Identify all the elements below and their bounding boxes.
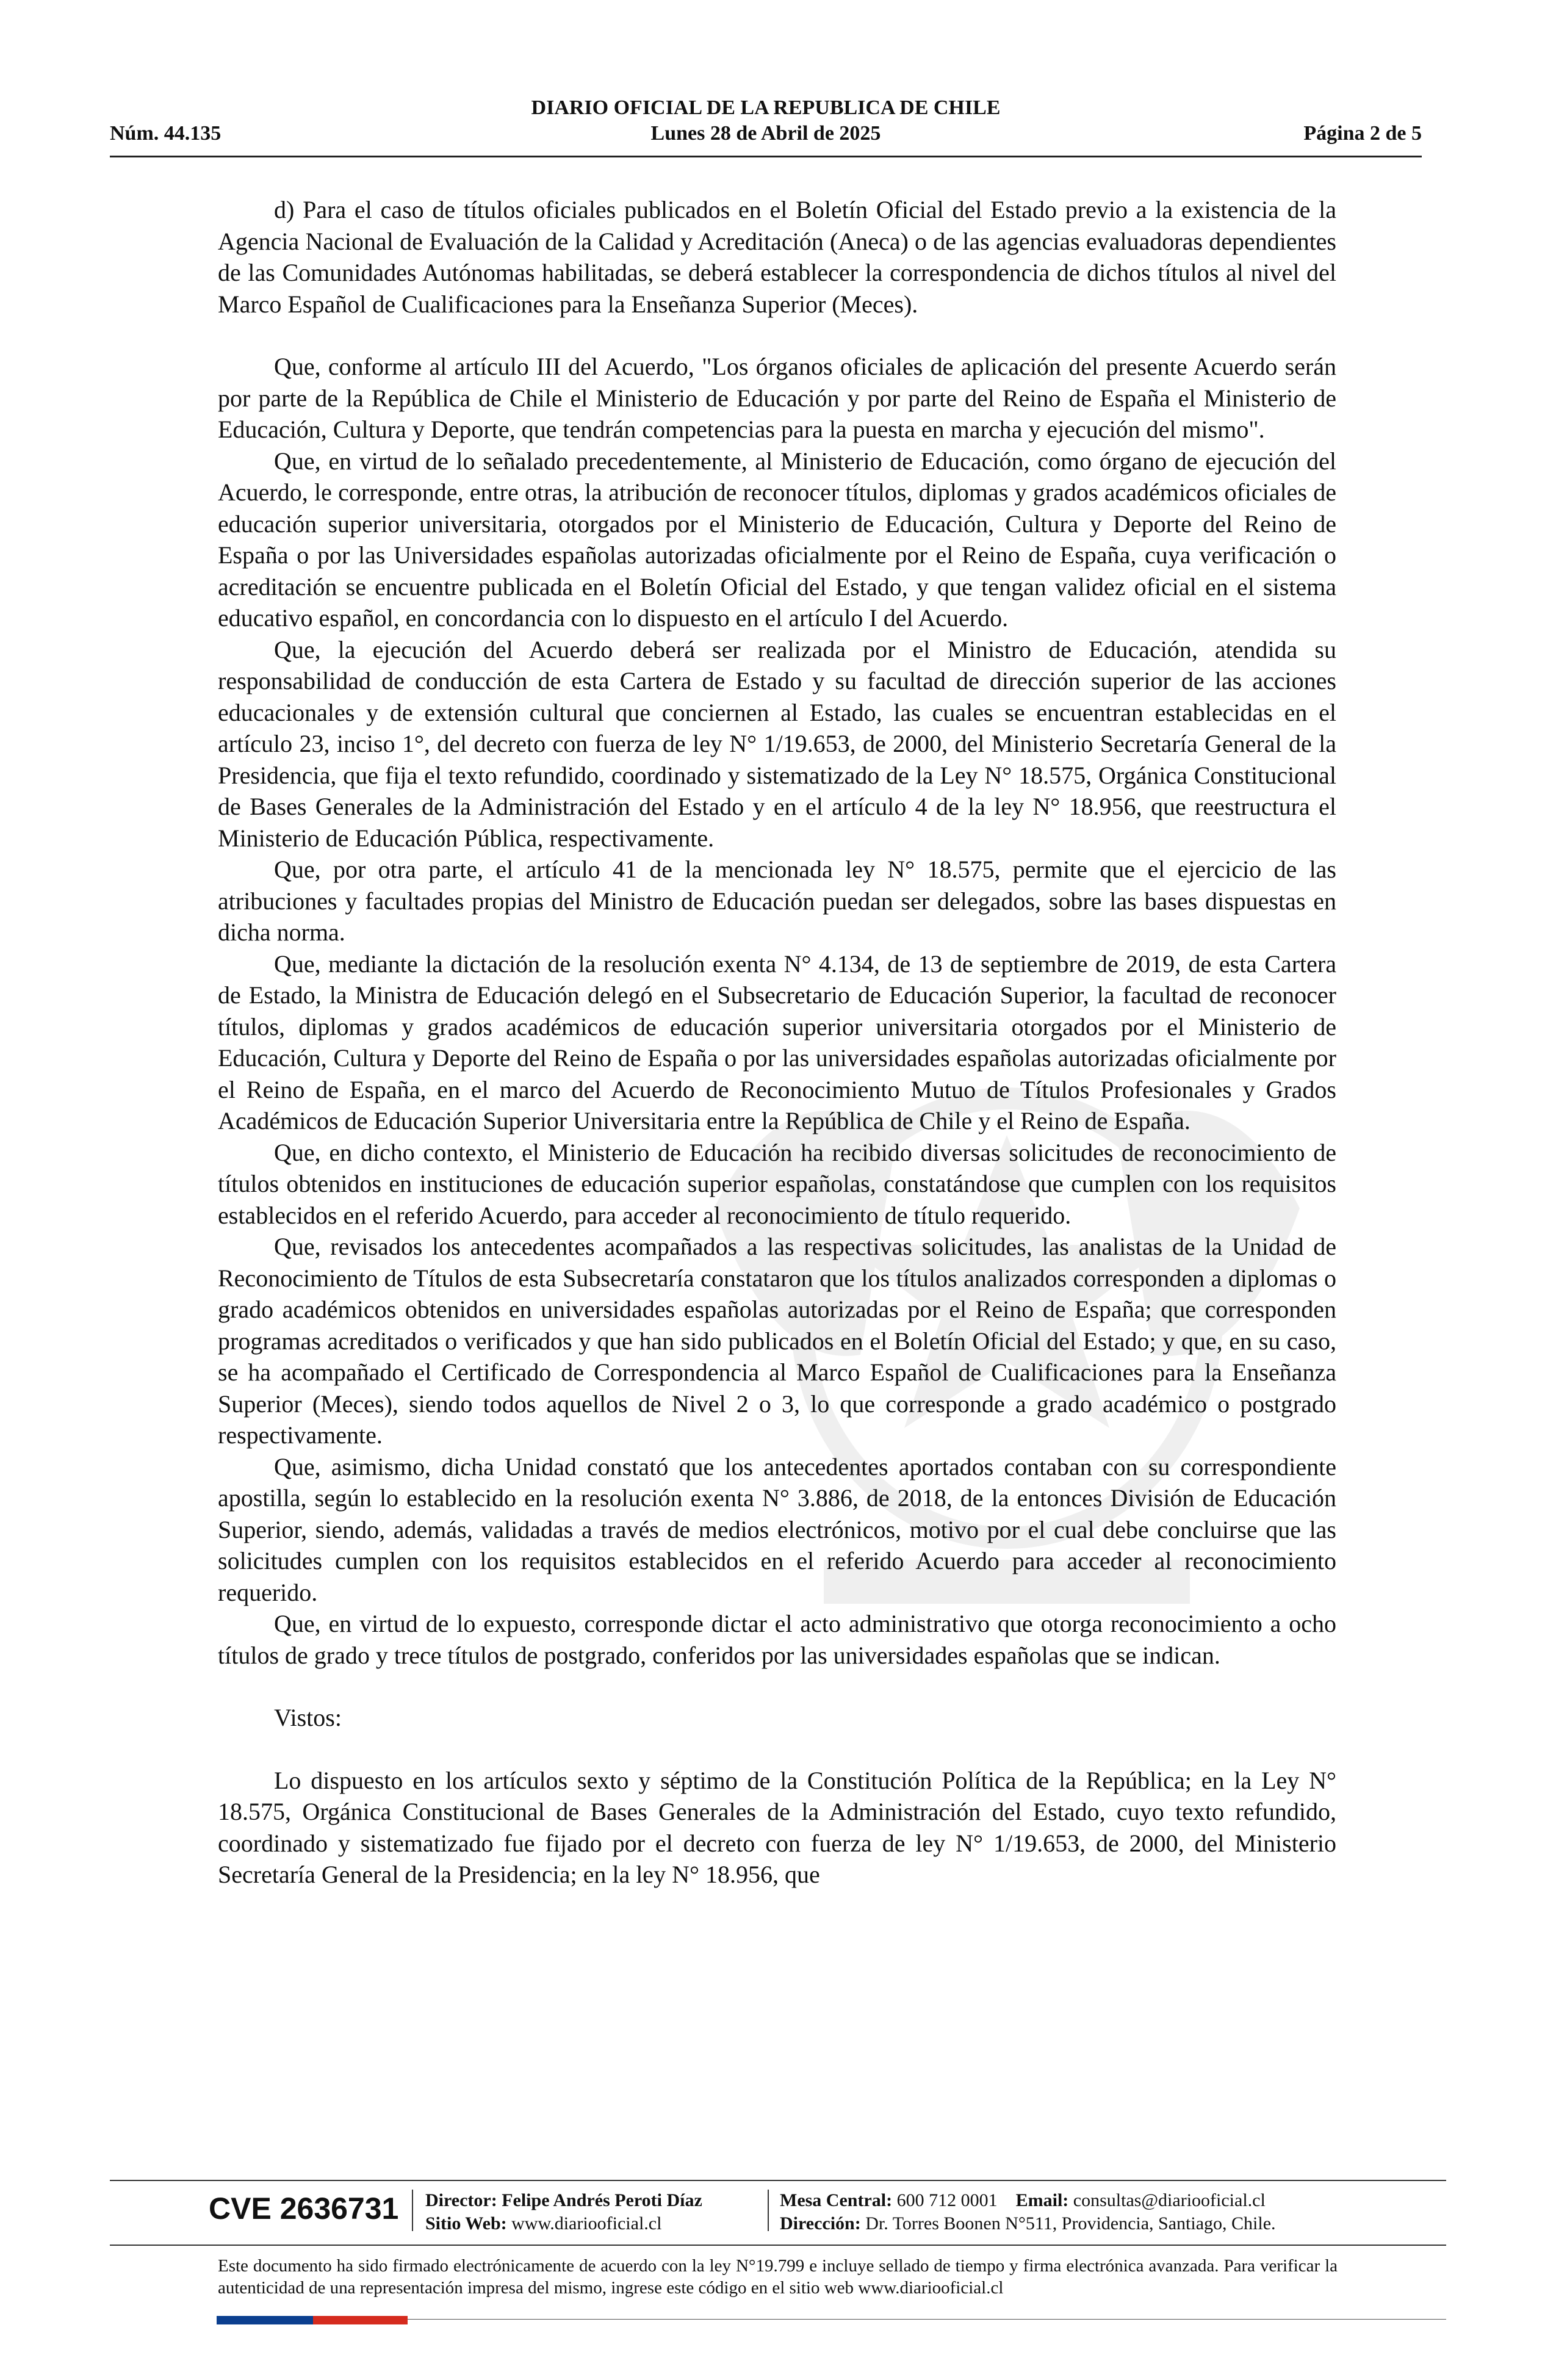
- paragraph: Que, conforme al artículo III del Acuerdo, "Los órganos oficiales de aplicación del presente Acuerdo serán por parte de la República de Chile el Ministerio de Educación y por parte del Reino de España el Ministerio de Educación, Cultura y Deporte, que tendrán competencias para la puesta en marcha y ejecución del mismo".: [218, 353, 1336, 443]
- paragraph: Que, la ejecución del Acuerdo deberá ser realizada por el Ministro de Educación, atendida su responsabilidad de conducción de esta Cartera de Estado y su facultad de dirección superior de las acciones educacionales y de extensión cultural que conciernen al Estado, las cuales se encuentran establecidas en el artículo 23, inciso 1°, del decreto con fuerza de ley N° 1/19.653, de 2000, del Ministerio Secretaría General de la Presidencia, que fija el texto refundido, coordinado y sistematizado de la Ley N° 18.575, Orgánica Constitucional de Bases Generales de la Administración del Estado y en el artículo 4 de la ley N° 18.956, que reestructura el Ministerio de Educación Pública, respectivamente.: [218, 635, 1336, 852]
- director-label: Director:: [425, 2190, 497, 2210]
- section-heading-vistos: Vistos:: [274, 1704, 342, 1731]
- issue-number: Núm. 44.135: [110, 122, 222, 145]
- document-body: [218, 194, 1336, 1891]
- legal-notice: Este documento ha sido firmado electrónicamente de acuerdo con la ley N°19.799 e incluye sellado de tiempo y firma electrónica avanzada. Para verificar la autenticidad de una representación impresa del mismo, ingrese este código en el sitio web www.diariooficial.cl: [218, 2256, 1338, 2298]
- email-link[interactable]: consultas@diariooficial.cl: [1073, 2190, 1266, 2210]
- paragraph: Lo dispuesto en los artículos sexto y séptimo de la Constitución Política de la República; en la Ley N° 18.575, Orgánica Constitucional de Bases Generales de la Administración del Estado, cuyo texto refundido, coordinado y sistematizado fue fijado por el decreto con fuerza de ley N° 1/19.653, de 2000, del Ministerio Secretaría General de la Presidencia; en la ley N° 18.956, que: [218, 1766, 1336, 1888]
- address-label: Dirección:: [780, 2213, 861, 2234]
- footer-separator: [412, 2190, 413, 2231]
- footer-separator: [768, 2190, 769, 2231]
- flag-stripe-blue: [217, 2316, 313, 2324]
- paragraph: Que, revisados los antecedentes acompañados a las respectivas solicitudes, las analistas de la Unidad de Reconocimiento de Títulos de esta Subsecretaría constataron que los títulos analizados corresponden a diplomas o grado académicos obtenidos en universidades españolas autorizadas por el Reino de España; que corresponden programas acreditados o verificados y que han sido publicados en el Boletín Oficial del Estado; y que, en su caso, se ha acompañado el Certificado de Correspondencia al Marco Español de Cualificaciones para la Enseñanza Superior (Meces), siendo todos aquellos de Nivel 2 o 3, lo que corresponde a grado académico o postgrado respectivamente.: [218, 1233, 1336, 1449]
- footer-divider: [110, 2245, 1446, 2246]
- flag-stripe-red: [313, 2316, 408, 2324]
- footer-bottom-line: [408, 2319, 1446, 2320]
- contact-info: [780, 2189, 1276, 2235]
- paragraph: Que, en virtud de lo expuesto, corresponde dictar el acto administrativo que otorga reconocimiento a ocho títulos de grado y trece títulos de postgrado, conferidos por las universidades españolas que se indican.: [218, 1610, 1336, 1669]
- director-name: Felipe Andrés Peroti Díaz: [502, 2190, 702, 2210]
- address: Dr. Torres Boonen N°511, Providencia, Santiago, Chile.: [865, 2213, 1276, 2234]
- email-label: Email:: [1015, 2190, 1069, 2210]
- paragraph: Que, en dicho contexto, el Ministerio de Educación ha recibido diversas solicitudes de reconocimiento de títulos obtenidos en instituciones de educación superior españolas, constatándose que cumplen con los requisitos establecidos en el referido Acuerdo, para acceder al reconocimiento de título requerido.: [218, 1138, 1336, 1229]
- gazette-title: DIARIO OFICIAL DE LA REPUBLICA DE CHILE: [531, 96, 1001, 119]
- phone-number: 600 712 0001: [896, 2190, 998, 2210]
- paragraph: Que, asimismo, dicha Unidad constató que los antecedentes aportados contaban con su correspondiente apostilla, según lo establecido en la resolución exenta N° 3.886, de 2018, de la entonces División de Educación Superior, siendo, además, validadas a través de medios electrónicos, motivo por el cual debe concluirse que las solicitudes cumplen con los requisitos establecidos en el referido Acuerdo para acceder al reconocimiento requerido.: [218, 1452, 1336, 1606]
- paragraph: Que, por otra parte, el artículo 41 de la mencionada ley N° 18.575, permite que el ejercicio de las atribuciones y facultades propias del Ministro de Educación puedan ser delegados, sobre las bases dispuestas en dicha norma.: [218, 856, 1336, 946]
- director-info: [425, 2189, 702, 2235]
- footer-divider: [110, 2180, 1446, 2181]
- phone-label: Mesa Central:: [780, 2190, 893, 2210]
- paragraph: d) Para el caso de títulos oficiales publicados en el Boletín Oficial del Estado previo a la existencia de la Agencia Nacional de Evaluación de la Calidad y Acreditación (Aneca) o de las agencias evaluadoras dependientes de las Comunidades Autónomas habilitadas, se deberá establecer la correspondencia de dichos títulos al nivel del Marco Español de Cualificaciones para la Enseñanza Superior (Meces).: [218, 196, 1336, 318]
- paragraph: Que, en virtud de lo señalado precedentemente, al Ministerio de Educación, como órgano de ejecución del Acuerdo, le corresponde, entre otras, la atribución de reconocer títulos, diplomas y grados académicos oficiales de educación superior universitaria, otorgados por el Ministerio de Educación, Cultura y Deporte del Reino de España o por las Universidades españolas autorizadas oficialmente por el Reino de España, cuya verificación o acreditación se encuentre publicada en el Boletín Oficial del Estado, y que tengan validez oficial en el sistema educativo español, en concordancia con lo dispuesto en el artículo I del Acuerdo.: [218, 447, 1336, 632]
- page-header: [110, 92, 1422, 157]
- paragraph: Que, mediante la dictación de la resolución exenta N° 4.134, de 13 de septiembre de 2019, de esta Cartera de Estado, la Ministra de Educación delegó en el Subsecretario de Educación Superior, la facultad de reconocer títulos, diplomas y grados académicos de educación superior universitaria otorgados por el Ministerio de Educación, Cultura y Deporte del Reino de España o por las universidades españolas autorizadas oficialmente por el Reino de España, en el marco del Acuerdo de Reconocimiento Mutuo de Títulos Profesionales y Grados Académicos de Educación Superior Universitaria entre la República de Chile y el Reino de España.: [218, 950, 1336, 1134]
- issue-date: Lunes 28 de Abril de 2025: [650, 122, 881, 145]
- cve-code: CVE 2636731: [209, 2191, 399, 2226]
- website-label: Sitio Web:: [425, 2213, 507, 2234]
- page-number: Página 2 de 5: [1303, 122, 1422, 145]
- website-link[interactable]: www.diariooficial.cl: [511, 2213, 662, 2234]
